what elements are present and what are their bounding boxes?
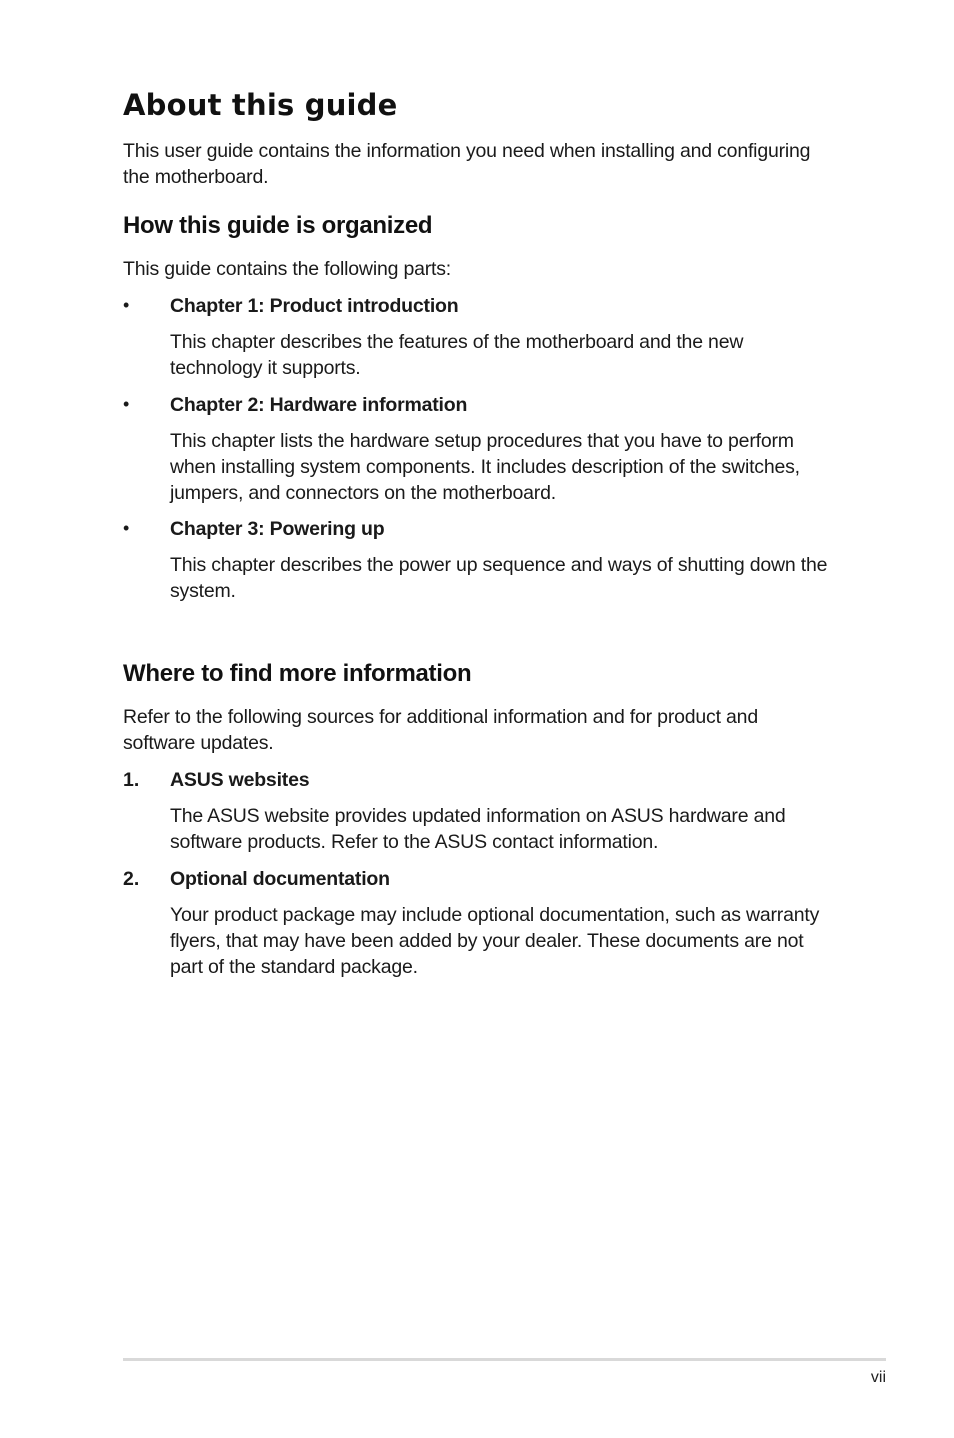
page-number: vii [870,1369,886,1386]
intro-paragraph: This user guide contains the information you need when installing and configuring the motherboard. [123,140,811,188]
bullet-marker: • [123,394,130,414]
section-lead-organized: This guide contains the following parts: [123,258,452,280]
item-title: Chapter 2: Hardware information [170,394,468,416]
section-lead-more-info: Refer to the following sources for additional information and for product and software updates. [123,706,758,754]
item-title: Chapter 3: Powering up [170,518,385,540]
number-marker: 2. [123,868,140,890]
page-title: About this guide [123,88,398,122]
item-description: The ASUS website provides updated information on ASUS hardware and software products. Refer to the ASUS contact information. [170,805,786,853]
number-marker: 1. [123,769,140,791]
item-title: Optional documentation [170,868,390,890]
item-description: This chapter describes the power up sequence and ways of shutting down the system. [170,554,828,602]
item-description: This chapter lists the hardware setup procedures that you have to perform when installing system components. It includes description of the switches, jumpers, and connectors on the motherboard. [170,430,800,504]
footer-divider [123,1358,886,1361]
item-description: This chapter describes the features of the motherboard and the new technology it supports. [170,331,744,379]
bullet-marker: • [123,518,130,538]
bullet-marker: • [123,295,130,315]
item-title: ASUS websites [170,769,310,791]
section-heading-more-info: Where to find more information [123,660,472,687]
item-description: Your product package may include optional documentation, such as warranty flyers, that may have been added by your dealer. These documents are not part of the standard package. [170,904,820,978]
section-heading-organized: How this guide is organized [123,212,433,239]
item-title: Chapter 1: Product introduction [170,295,459,317]
